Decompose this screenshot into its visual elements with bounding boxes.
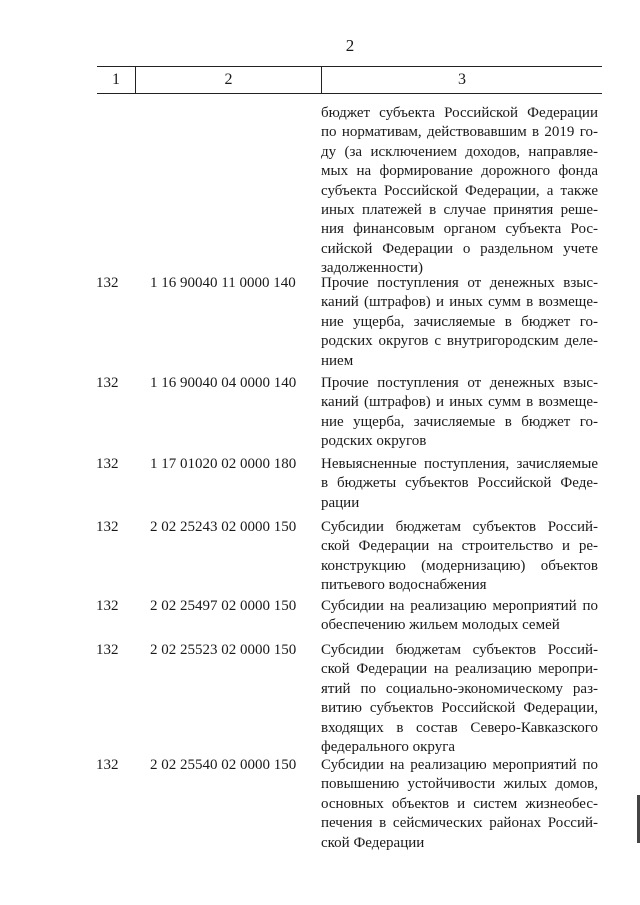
header-col-3: 3 <box>458 71 466 88</box>
budget-code-cell: 2 02 25497 02 0000 150 <box>150 598 297 614</box>
description-line: федерального округа <box>321 739 456 756</box>
description-line: питьевого водоснабжения <box>321 577 487 594</box>
description-cell <box>321 104 598 279</box>
description-line: Субсидии бюджетам субъектов Россий- <box>321 642 598 658</box>
budget-code-cell: 2 02 25523 02 0000 150 <box>150 642 297 658</box>
description-line: ской Федерации на строительство и ре- <box>321 538 598 555</box>
description-line: Субсидии бюджетам субъектов Россий- <box>321 519 598 535</box>
description-line: ду (за исключением доходов, направляе- <box>321 143 598 160</box>
admin-code-cell: 132 <box>96 757 119 773</box>
description-line: Прочие поступления от денежных взыс- <box>321 275 598 291</box>
description-line: основных объектов и систем жизнеобес- <box>321 795 598 812</box>
description-cell <box>321 641 598 757</box>
description-line: по нормативам, действовавшим в 2019 го- <box>321 124 598 141</box>
admin-code-cell: 132 <box>96 456 119 472</box>
header-col-1: 1 <box>97 67 136 93</box>
description-line: нием <box>321 352 354 369</box>
description-line: обеспечению жильем молодых семей <box>321 617 560 634</box>
budget-code-cell: 1 16 90040 04 0000 140 <box>150 375 297 391</box>
description-line: мых на формирование дорожного фонда <box>321 163 598 180</box>
budget-code-cell: 1 16 90040 11 0000 140 <box>150 275 296 291</box>
description-line: Субсидии на реализацию мероприятий по <box>321 757 598 773</box>
description-line: ния финансовым органом субъекта Рос- <box>321 221 598 238</box>
budget-code-cell: 1 17 01020 02 0000 180 <box>150 456 297 472</box>
description-line: родских округов с внутригородским деле- <box>321 333 598 350</box>
description-cell <box>321 518 598 596</box>
description-line: ние ущерба, зачисляемые в бюджет го- <box>321 313 598 330</box>
description-line: бюджет субъекта Российской Федерации <box>321 105 598 121</box>
description-line: ние ущерба, зачисляемые в бюджет го- <box>321 413 598 430</box>
budget-code-cell: 2 02 25243 02 0000 150 <box>150 519 297 535</box>
table-header <box>97 66 602 94</box>
description-line: ятий по социально-экономическому раз- <box>321 680 598 697</box>
description-line: Невыясненные поступления, зачисляемые <box>321 456 598 472</box>
description-cell <box>321 274 598 371</box>
description-line: сийской Федерации о раздельном учете <box>321 240 598 257</box>
description-cell <box>321 374 598 452</box>
description-line: ской Федерации на реализацию меропри- <box>321 661 598 678</box>
description-line: в бюджеты субъектов Российской Феде- <box>321 475 598 492</box>
description-line: Прочие поступления от денежных взыс- <box>321 375 598 391</box>
description-line: печения в сейсмических районах Россий- <box>321 815 598 832</box>
description-cell <box>321 756 598 853</box>
admin-code-cell: 132 <box>96 375 119 391</box>
description-line: повышению устойчивости жилых домов, <box>321 776 598 793</box>
description-line: каний (штрафов) и иных сумм в возмеще- <box>321 394 598 411</box>
description-line: каний (штрафов) и иных сумм в возмеще- <box>321 294 598 311</box>
description-cell <box>321 455 598 513</box>
description-line: ской Федерации <box>321 834 425 851</box>
description-line: Субсидии на реализацию мероприятий по <box>321 598 598 614</box>
admin-code-cell: 132 <box>96 275 119 291</box>
description-line: конструкцию (модернизацию) объектов <box>321 557 598 574</box>
header-col-2: 2 <box>136 67 322 93</box>
admin-code-cell: 132 <box>96 519 119 535</box>
budget-code-cell: 2 02 25540 02 0000 150 <box>150 757 297 773</box>
description-line: родских округов <box>321 433 427 450</box>
description-line: иных платежей в случае принятия реше- <box>321 202 598 219</box>
admin-code-cell: 132 <box>96 642 119 658</box>
description-line: субъекта Российской Федерации, а также <box>321 182 598 199</box>
description-line: задолженности) <box>321 260 423 277</box>
description-cell <box>321 597 598 636</box>
description-line: рации <box>321 494 360 511</box>
description-line: витию субъектов Российской Федерации, <box>321 700 598 717</box>
description-line: входящих в состав Северо-Кавказского <box>321 719 598 736</box>
page-number: 2 <box>345 36 355 55</box>
admin-code-cell: 132 <box>96 598 119 614</box>
